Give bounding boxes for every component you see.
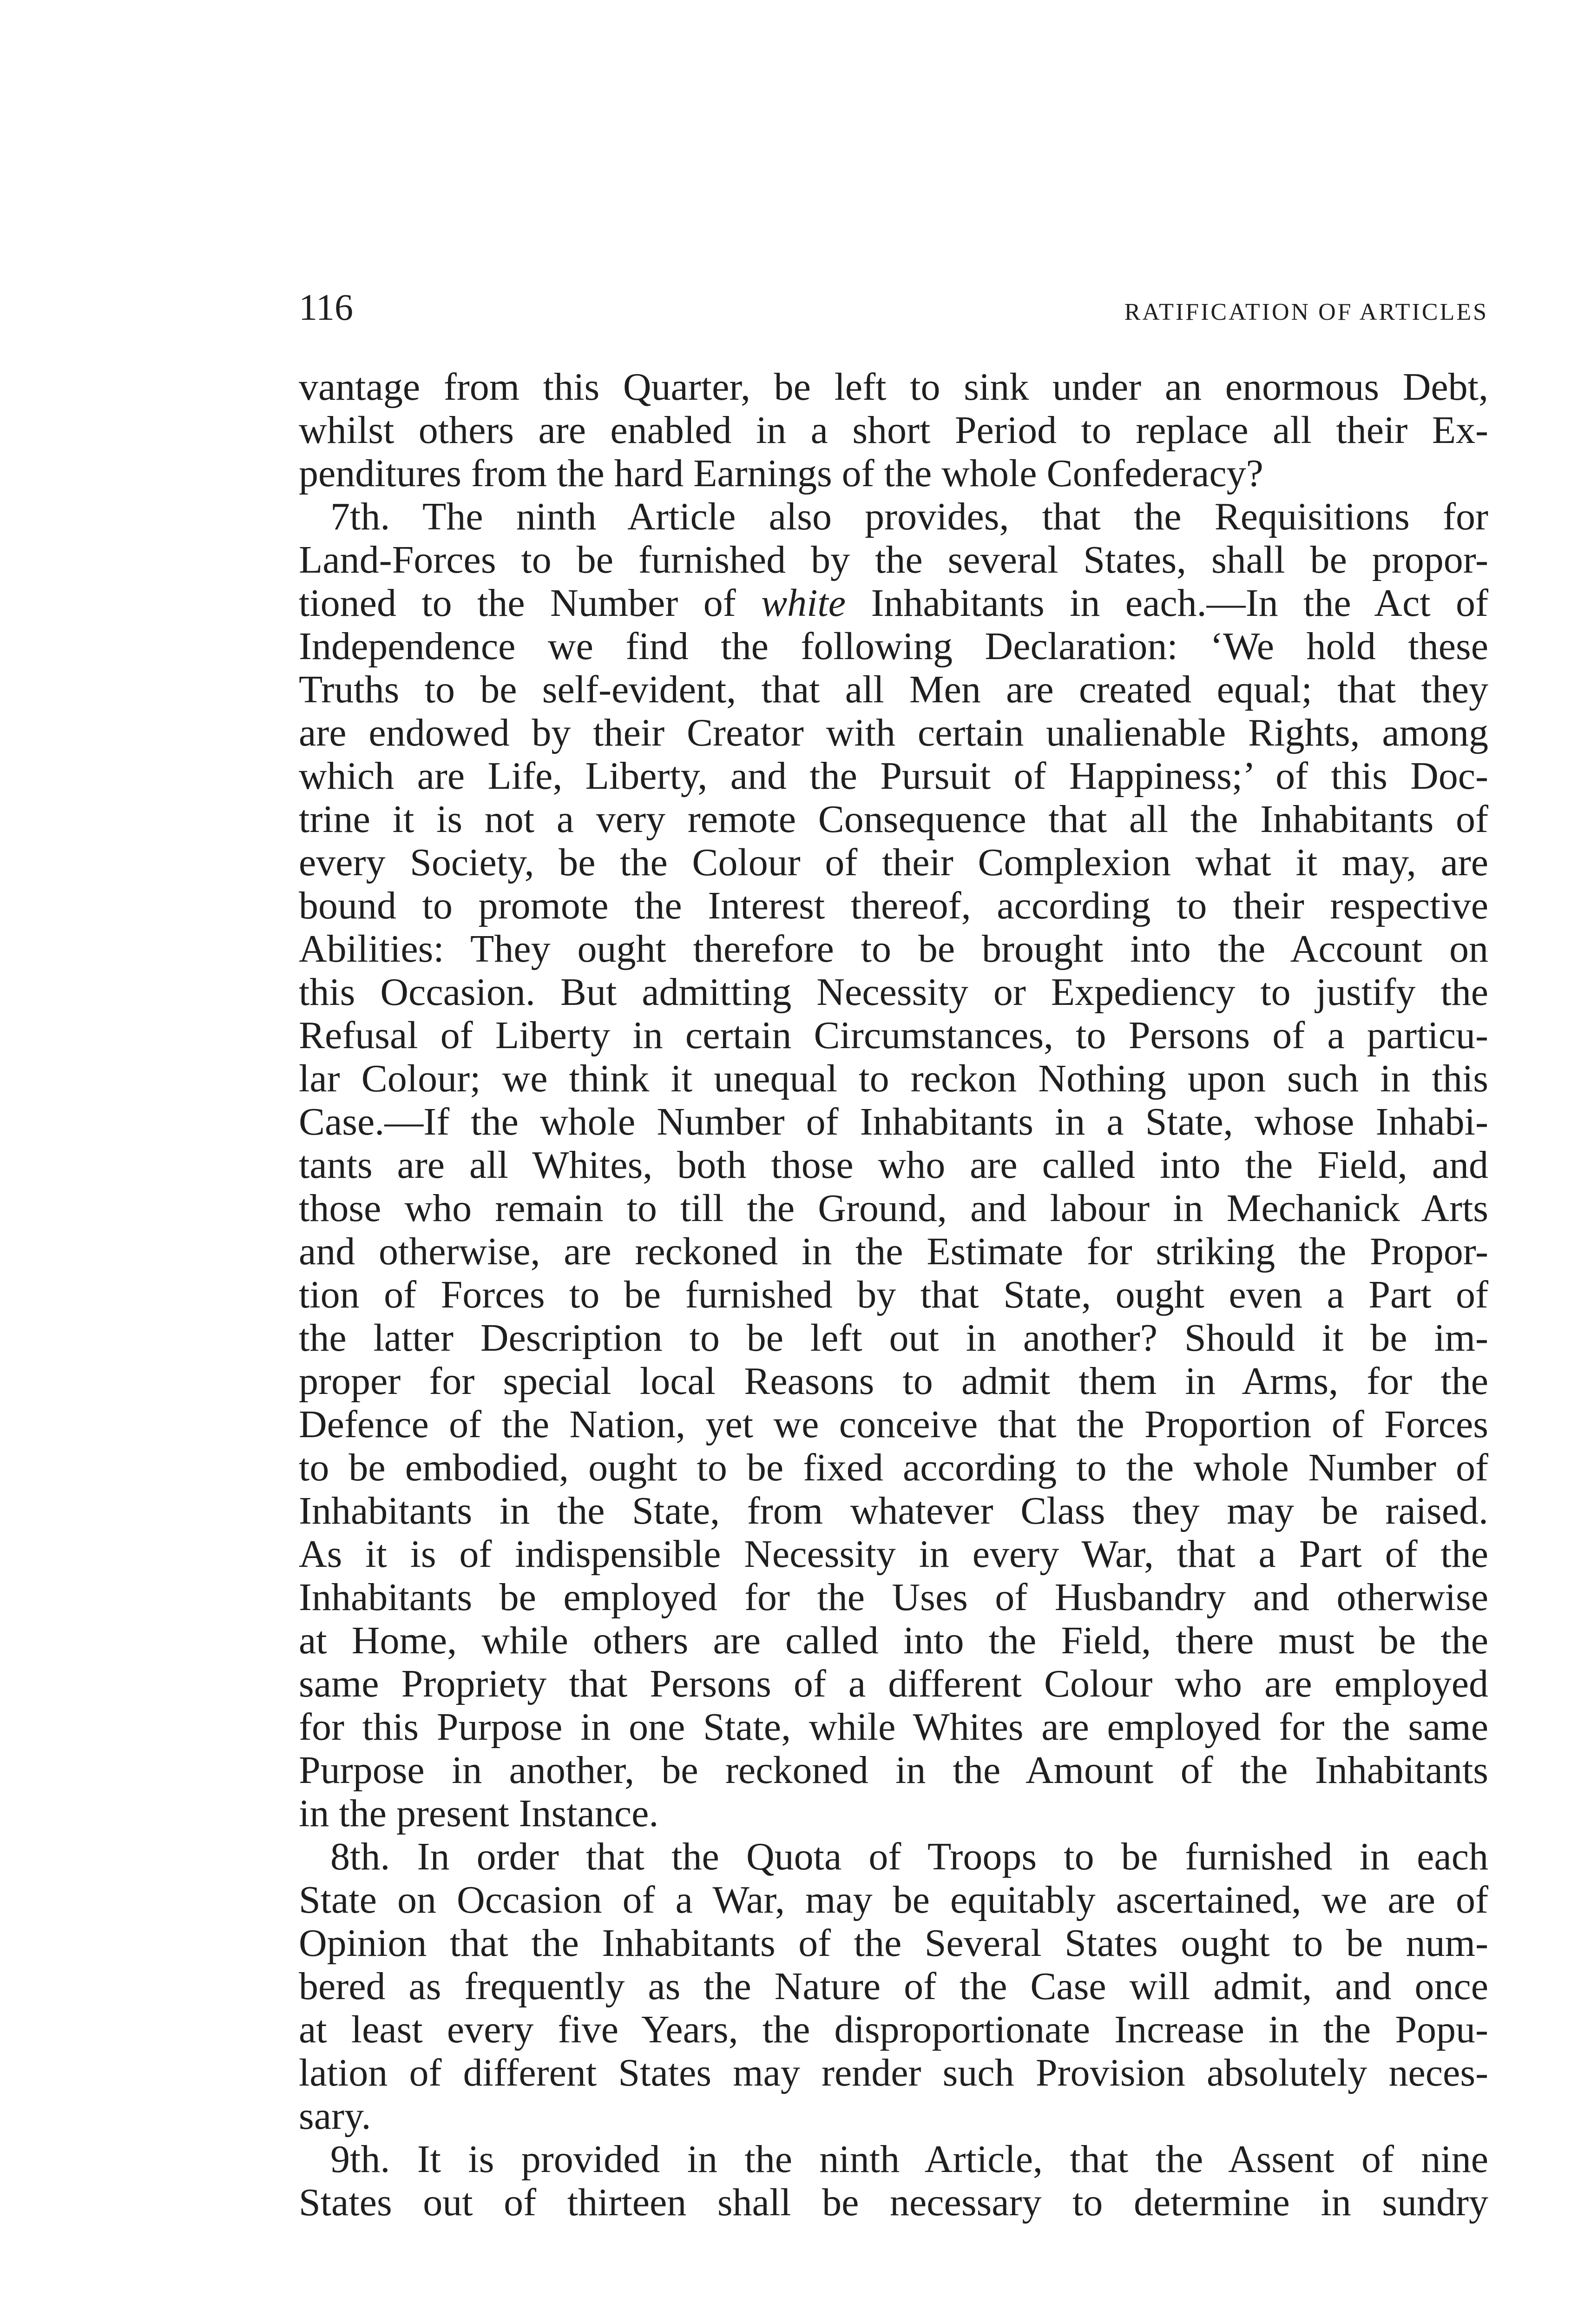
text-line: Inhabitants be employed for the Uses of Husbandry and otherwise [299,1576,1488,1619]
text-line: Defence of the Nation, yet we conceive that the Proportion of Forces [299,1403,1488,1446]
text-line: for this Purpose in one State, while Whites are employed for the same [299,1705,1488,1749]
text-line: Purpose in another, be reckoned in the Amount of the Inhabitants [299,1749,1488,1792]
text-line: vantage from this Quarter, be left to sink under an enormous Debt, [299,365,1488,409]
text-line: Inhabitants in the State, from whatever Class they may be raised. [299,1489,1488,1532]
running-head [299,284,1488,336]
text-line: bered as frequently as the Nature of the Case will admit, and once [299,1965,1488,2008]
text-line: same Propriety that Persons of a different Colour who are employed [299,1662,1488,1705]
text-line: bound to promote the Interest thereof, according to their respective [299,884,1488,927]
text-line: every Society, be the Colour of their Complexion what it may, are [299,841,1488,884]
text-line: Refusal of Liberty in certain Circumstances, to Persons of a particu- [299,1014,1488,1057]
text-line: whilst others are enabled in a short Period to replace all their Ex- [299,409,1488,452]
body-text [299,365,1488,2224]
text-line: lar Colour; we think it unequal to reckon Nothing upon such in this [299,1057,1488,1100]
text-line: Abilities: They ought therefore to be brought into the Account on [299,927,1488,971]
text-line: proper for special local Reasons to admit them in Arms, for the [299,1360,1488,1403]
text-line: the latter Description to be left out in another? Should it be im- [299,1316,1488,1360]
page-number: 116 [299,287,354,328]
text-line: Case.—If the whole Number of Inhabitants in a State, whose Inhabi- [299,1100,1488,1143]
text-line: which are Life, Liberty, and the Pursuit of Happiness;’ of this Doc- [299,754,1488,798]
text-line: lation of different States may render such Provision absolutely neces- [299,2051,1488,2094]
text-line: 7th. The ninth Article also provides, that the Requisitions for [330,495,1488,538]
text-line: Truths to be self-evident, that all Men are created equal; that they [299,668,1488,711]
text-line: penditures from the hard Earnings of the whole Confederacy? [299,452,1263,495]
text-line: sary. [299,2094,371,2138]
text-line: tion of Forces to be furnished by that State, ought even a Part of [299,1273,1488,1316]
text-line: those who remain to till the Ground, and labour in Mechanick Arts [299,1187,1488,1230]
text-line: tants are all Whites, both those who are called into the Field, and [299,1143,1488,1187]
text-line: in the present Instance. [299,1792,659,1835]
text-line: 8th. In order that the Quota of Troops to be furnished in each [330,1835,1488,1878]
text-line: to be embodied, ought to be fixed according to the whole Number of [299,1446,1488,1489]
text-line: Independence we find the following Declaration: ‘We hold these [299,625,1488,668]
emphasis: white [761,581,846,625]
text-line: As it is of indispensible Necessity in every War, that a Part of the [299,1532,1488,1576]
text-line: at least every five Years, the disproportionate Increase in the Popu- [299,2008,1488,2051]
text-line: trine it is not a very remote Consequence that all the Inhabitants of [299,798,1488,841]
text-line: 9th. It is provided in the ninth Article, that the Assent of nine [330,2138,1488,2181]
text-line: tioned to the Number of white Inhabitants in each.—In the Act of [299,581,1488,625]
text-line: Opinion that the Inhabitants of the Several States ought to be num- [299,1921,1488,1965]
text-line: and otherwise, are reckoned in the Estimate for striking the Propor- [299,1230,1488,1273]
text-line: are endowed by their Creator with certain unalienable Rights, among [299,711,1488,754]
text-line: at Home, while others are called into the Field, there must be the [299,1619,1488,1662]
text-line: States out of thirteen shall be necessary to determine in sundry [299,2181,1488,2224]
text-line: this Occasion. But admitting Necessity or Expediency to justify the [299,971,1488,1014]
running-title: RATIFICATION OF ARTICLES [1124,299,1488,325]
text-line: State on Occasion of a War, may be equitably ascertained, we are of [299,1878,1488,1921]
text-line: Land-Forces to be furnished by the several States, shall be propor- [299,538,1488,581]
